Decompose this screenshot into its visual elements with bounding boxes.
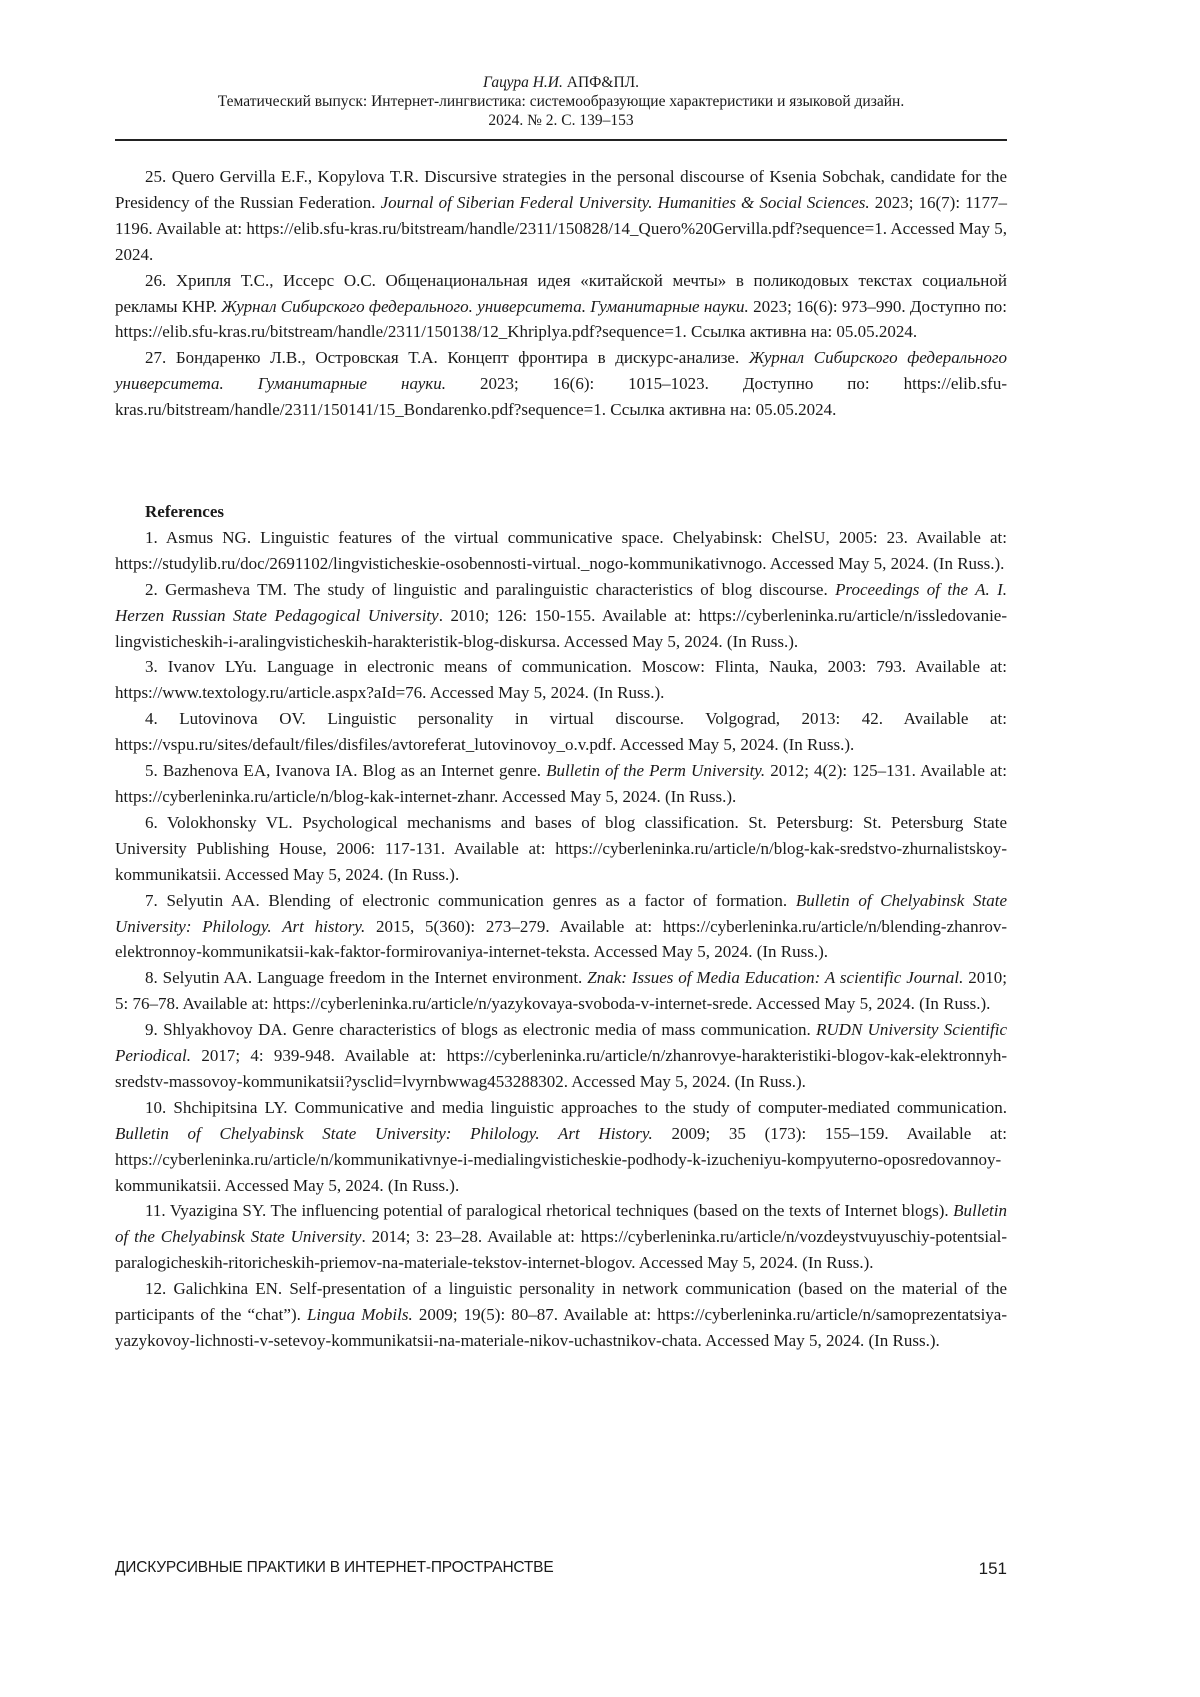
paper-page: [115, 0, 1007, 1697]
bibliography-entry: 26. Хрипля Т.С., Иссерс О.С. Общенациональная идея «китайской мечты» в поликодовых текстах социальной рекламы КНР. Журнал Сибирского федерального. университета. Гуманитарные науки. 2023; 16(6): 973–990. Доступно по: https://elib.sfu-kras.ru/bitstream/handle/2311/150138/12_Khriplya.pdf?sequence=1. Ссылка активна на: 05.05.2024.: [115, 270, 1007, 342]
reference-entry: 1. Asmus NG. Linguistic features of the virtual communicative space. Chelyabinsk: ChelSU, 2005: 23. Available at: https://studylib.ru/doc/2691102/lingvisticheskie-osobennosti-virtual._nogo-kommunikativnogo. Accessed May 5, 2024. (In Russ.).: [115, 527, 1007, 573]
header-citation-line: [115, 73, 1007, 92]
references-section: [115, 499, 1007, 1354]
reference-entry: 9. Shlyakhovoy DA. Genre characteristics of blogs as electronic media of mass communication. RUDN University Scientific Periodical. 2017; 4: 939-948. Available at: https://cyberleninka.ru/article/n/zhanrovye-harakteristiki-blogov-kak-elektronnyh-sredstv-massovoy-kommunikatsii?ysclid=lvyrnbwwag453288302. Accessed May 5, 2024. (In Russ.).: [115, 1020, 1007, 1091]
running-header: [115, 73, 1007, 130]
reference-entry: 11. Vyazigina SY. The influencing potential of paralogical rhetorical techniques (based on the texts of Internet blogs). Bulletin of the Chelyabinsk State University. 2014; 3: 23–28. Available at: https://cyberleninka.ru/article/n/vozdeystvuyuschiy-potentsial-paralogicheskih-ritoricheskih-priemov-na-materiale-tekstov-internet-blogov. Accessed May 5, 2024. (In Russ.).: [115, 1201, 1007, 1273]
reference-entry: 5. Bazhenova EA, Ivanova IA. Blog as an Internet genre. Bulletin of the Perm University. 2012; 4(2): 125–131. Available at: https://cyberleninka.ru/article/n/blog-kak-internet-zhanr. Accessed May 5, 2024. (In Russ.).: [115, 761, 1007, 806]
bibliography-entry: 25. Quero Gervilla E.F., Kopylova T.R. Discursive strategies in the personal discourse of Ksenia Sobchak, candidate for the Presidency of the Russian Federation. Journal of Siberian Federal University. Humanities & Social Sciences. 2023; 16(7): 1177–1196. Available at: https://elib.sfu-kras.ru/bitstream/handle/2311/150828/14_Quero%20Gervilla.pdf?sequence=1. Accessed May 5, 2024.: [115, 167, 1007, 264]
reference-entry: 10. Shchipitsina LY. Communicative and media linguistic approaches to the study of computer-mediated communication. Bulletin of Chelyabinsk State University: Philology. Art History. 2009; 35 (173): 155–159. Available at: https://cyberleninka.ru/article/n/kommunikativnye-i-medialingvisticheskie-podhody-k-izucheniyu-kompyuterno-oposredovannoy-kommunikatsii. Accessed May 5, 2024. (In Russ.).: [115, 1097, 1007, 1195]
header-journal-abbr: АПФ&ПЛ.: [566, 74, 640, 91]
reference-entry: 12. Galichkina EN. Self-presentation of a linguistic personality in network communication (based on the material of the participants of the “chat”). Lingua Mobils. 2009; 19(5): 80–87. Available at: https://cyberleninka.ru/article/n/samoprezentatsiya-yazykovoy-lichnosti-v-setevoy-kommunikatsii-na-materiale-nikov-uchastnikov-chata. Accessed May 5, 2024. (In Russ.).: [115, 1279, 1007, 1350]
reference-entry: 7. Selyutin AA. Blending of electronic communication genres as a factor of formation. Bulletin of Chelyabinsk State University: Philology. Art history. 2015, 5(360): 273–279. Available at: https://cyberleninka.ru/article/n/blending-zhanrov-elektronnoy-kommunikatsii-kak-faktor-formirovaniya-internet-teksta. Accessed May 5, 2024. (In Russ.).: [115, 890, 1008, 962]
russian-bibliography: [115, 164, 1007, 423]
reference-entry: 2. Germasheva TM. The study of linguistic and paralinguistic characteristics of blog discourse. Proceedings of the A. I. Herzen Russian State Pedagogical University. 2010; 126: 150-155. Available at: https://cyberleninka.ru/article/n/issledovanie-lingvisticheskih-i-aralingvisticheskih-harakteristik-blog-diskursa. Accessed May 5, 2024. (In Russ.).: [115, 579, 1008, 651]
reference-entry: 4. Lutovinova OV. Linguistic personality in virtual discourse. Volgograd, 2013: 42. Available at: https://vspu.ru/sites/default/files/disfiles/avtoreferat_lutovinovoy_o.v.pdf. Accessed May 5, 2024. (In Russ.).: [115, 709, 1007, 755]
references-heading: References: [145, 502, 224, 521]
header-year-line: 2024. № 2. С. 139–153: [488, 112, 634, 129]
footer-journal-title: ДИСКУРСИВНЫЕ ПРАКТИКИ В ИНТЕРНЕТ-ПРОСТРАНСТВЕ: [115, 1559, 554, 1576]
reference-entry: 8. Selyutin AA. Language freedom in the Internet environment. Znak: Issues of Media Education: A scientific Journal. 2010; 5: 76–78. Available at: https://cyberleninka.ru/article/n/yazykovaya-svoboda-v-internet-srede. Accessed May 5, 2024. (In Russ.).: [115, 968, 1007, 1014]
running-footer: [115, 1559, 1007, 1581]
reference-entry: 6. Volokhonsky VL. Psychological mechanisms and bases of blog classification. St. Petersburg: St. Petersburg State University Publishing House, 2006: 117-131. Available at: https://cyberleninka.ru/article/n/blog-kak-sredstvo-zhurnalistskoy-kommunikatsii. Accessed May 5, 2024. (In Russ.).: [115, 812, 1007, 884]
header-divider: [115, 139, 1007, 141]
header-authors: Гацура Н.И.: [482, 74, 563, 91]
header-issue-line: Тематический выпуск: Интернет-лингвистика: системообразующие характеристики и языковой дизайн.: [217, 93, 905, 110]
reference-entry: 3. Ivanov LYu. Language in electronic means of communication. Moscow: Flinta, Nauka, 2003: 793. Available at: https://www.textology.ru/article.aspx?aId=76. Accessed May 5, 2024. (In Russ.).: [115, 657, 1007, 703]
bibliography-entry: 27. Бондаренко Л.В., Островская Т.А. Концепт фронтира в дискурс-анализе. Журнал Сибирского федерального университета. Гуманитарные науки. 2023; 16(6): 1015–1023. Доступно по: https://elib.sfu-kras.ru/bitstream/handle/2311/150141/15_Bondarenko.pdf?sequence=1. Ссылка активна на: 05.05.2024.: [115, 348, 1008, 420]
page-number: 151: [978, 1559, 1007, 1578]
